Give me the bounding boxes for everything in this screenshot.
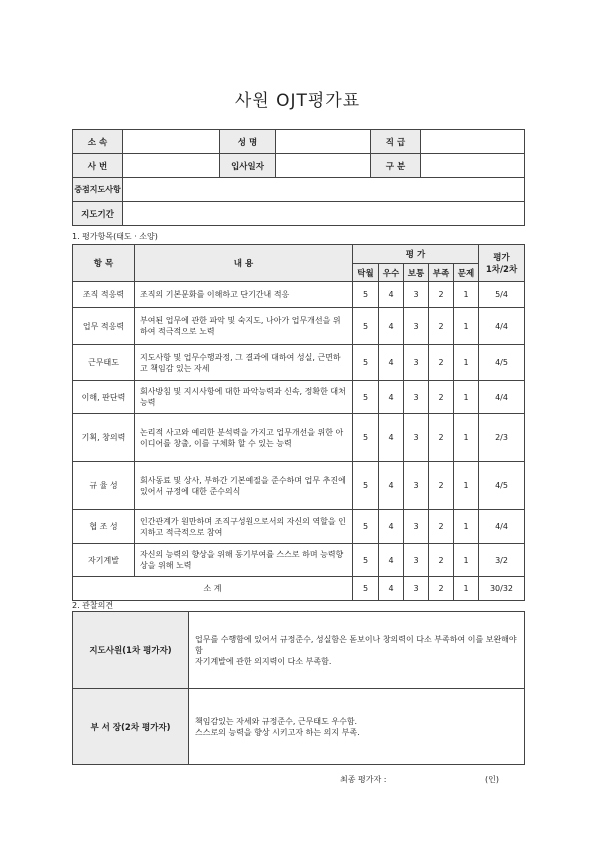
- hiredate-field[interactable]: [276, 154, 371, 178]
- name-field[interactable]: [276, 130, 371, 154]
- eval-content: 회사방침 및 지시사항에 대한 파악능력과 신속, 정확한 대처능력: [135, 381, 353, 414]
- eval-score: 4/5: [479, 345, 525, 381]
- point-3[interactable]: 3: [404, 544, 429, 577]
- section1-label: 1. 평가항목(태도 · 소양): [72, 232, 158, 241]
- point-2[interactable]: 2: [429, 414, 454, 462]
- empno-field[interactable]: [123, 154, 220, 178]
- eval-score-header: [479, 245, 525, 282]
- point-4[interactable]: 4: [379, 282, 404, 308]
- point-2[interactable]: 2: [429, 345, 454, 381]
- eval-content: 지도사항 및 업무수행과정, 그 결과에 대하여 성실, 근면하고 책임감 있는 자세: [135, 345, 353, 381]
- point-4[interactable]: 4: [379, 308, 404, 345]
- dept-label: 소 속: [73, 130, 123, 154]
- level-excellent: 탁월: [353, 264, 379, 282]
- eval-grade-header: 평 가: [353, 245, 479, 264]
- point-3[interactable]: 3: [404, 510, 429, 544]
- opinion-label-second: 부 서 장(2차 평가자): [73, 689, 189, 765]
- eval-item: 이해, 판단력: [73, 381, 135, 414]
- opinion-label-first: 지도사원(1차 평가자): [73, 612, 189, 689]
- point-4[interactable]: 4: [379, 345, 404, 381]
- point-3[interactable]: 3: [404, 462, 429, 510]
- focus-field[interactable]: [123, 178, 525, 202]
- eval-content: 부여된 업무에 관한 파악 및 숙지도, 나아가 업무개선을 위하여 적극적으로 노력: [135, 308, 353, 345]
- subtotal-score: 30/32: [479, 577, 525, 601]
- point-2[interactable]: 2: [429, 282, 454, 308]
- point-5[interactable]: 5: [353, 282, 379, 308]
- point-3[interactable]: 3: [404, 414, 429, 462]
- point-2[interactable]: 2: [429, 308, 454, 345]
- point-1[interactable]: 1: [454, 345, 479, 381]
- level-poor: 부족: [429, 264, 454, 282]
- focus-label: 중점지도사항: [73, 178, 123, 202]
- eval-score-header-main: 평가: [493, 253, 510, 263]
- point-1[interactable]: 1: [454, 544, 479, 577]
- name-label: 성 명: [220, 130, 276, 154]
- point-5[interactable]: 5: [353, 381, 379, 414]
- point-1[interactable]: 1: [454, 414, 479, 462]
- period-field[interactable]: [123, 202, 525, 226]
- page-title: 사원 OJT평가표: [234, 91, 361, 111]
- point-5[interactable]: 5: [353, 462, 379, 510]
- eval-row: [73, 345, 525, 381]
- point-4[interactable]: 4: [379, 510, 404, 544]
- subtotal-row: [73, 577, 525, 601]
- point-5[interactable]: 5: [353, 345, 379, 381]
- info-table: [72, 129, 525, 226]
- level-average: 보통: [404, 264, 429, 282]
- subtotal-point-1: 1: [454, 577, 479, 601]
- dept-field[interactable]: [123, 130, 220, 154]
- eval-row: [73, 544, 525, 577]
- point-1[interactable]: 1: [454, 381, 479, 414]
- point-2[interactable]: 2: [429, 381, 454, 414]
- eval-score: 5/4: [479, 282, 525, 308]
- eval-item: 규 율 성: [73, 462, 135, 510]
- point-3[interactable]: 3: [404, 381, 429, 414]
- eval-item: 기획, 창의력: [73, 414, 135, 462]
- point-2[interactable]: 2: [429, 462, 454, 510]
- eval-row: [73, 282, 525, 308]
- subtotal-point-5: 5: [353, 577, 379, 601]
- eval-score: 2/3: [479, 414, 525, 462]
- eval-row: [73, 414, 525, 462]
- point-4[interactable]: 4: [379, 381, 404, 414]
- eval-content: 인간관계가 원만하며 조직구성원으로서의 자신의 역할을 인지하고 적극적으로 참여: [135, 510, 353, 544]
- opinion-text-first[interactable]: 업무를 수행함에 있어서 규정준수, 성실함은 돋보이나 창의력이 다소 부족하여 이를 보완해야 함 자기계발에 관한 의지력이 다소 부족함.: [189, 612, 525, 689]
- point-4[interactable]: 4: [379, 544, 404, 577]
- point-3[interactable]: 3: [404, 345, 429, 381]
- opinion-text-second[interactable]: 책임감있는 자세와 규정준수, 근무태도 우수함. 스스로의 능력을 향상 시키고자 하는 의지 부족.: [189, 689, 525, 765]
- eval-row: [73, 510, 525, 544]
- seal-mark: (인): [485, 775, 499, 784]
- point-1[interactable]: 1: [454, 308, 479, 345]
- hiredate-label: 입사일자: [220, 154, 276, 178]
- subtotal-point-4: 4: [379, 577, 404, 601]
- eval-score: 4/4: [479, 308, 525, 345]
- category-label: 구 분: [371, 154, 421, 178]
- eval-table: [72, 244, 525, 601]
- section2-label: 2. 관찰의견: [72, 601, 114, 610]
- level-problem: 문제: [454, 264, 479, 282]
- eval-score-header-sub: 1차/2차: [485, 265, 518, 275]
- eval-item-header: 항 목: [73, 245, 135, 282]
- point-4[interactable]: 4: [379, 462, 404, 510]
- eval-content: 자신의 능력의 향상을 위해 동기부여를 스스로 하며 능력향상을 위해 노력: [135, 544, 353, 577]
- subtotal-point-3: 3: [404, 577, 429, 601]
- point-5[interactable]: 5: [353, 308, 379, 345]
- eval-item: 자기계발: [73, 544, 135, 577]
- category-field[interactable]: [421, 154, 525, 178]
- level-good: 우수: [379, 264, 404, 282]
- point-4[interactable]: 4: [379, 414, 404, 462]
- final-evaluator: [340, 774, 499, 785]
- eval-row: [73, 381, 525, 414]
- eval-content: 회사동료 및 상사, 부하간 기본예절을 준수하며 업무 추진에 있어서 규정에 대한 준수의식: [135, 462, 353, 510]
- eval-content: 논리적 사고와 예리한 분석력을 가지고 업무개선을 위한 아이디어를 창출, 이를 구체화 할 수 있는 능력: [135, 414, 353, 462]
- point-5[interactable]: 5: [353, 510, 379, 544]
- opinion-table: [72, 611, 525, 765]
- eval-item: 업무 적응력: [73, 308, 135, 345]
- point-1[interactable]: 1: [454, 282, 479, 308]
- rank-field[interactable]: [421, 130, 525, 154]
- point-3[interactable]: 3: [404, 282, 429, 308]
- point-5[interactable]: 5: [353, 544, 379, 577]
- empno-label: 사 번: [73, 154, 123, 178]
- final-evaluator-label: 최종 평가자 :: [340, 775, 387, 784]
- eval-item: 협 조 성: [73, 510, 135, 544]
- eval-content: 조직의 기본문화를 이해하고 단기간내 적응: [135, 282, 353, 308]
- eval-score: 3/2: [479, 544, 525, 577]
- point-1[interactable]: 1: [454, 510, 479, 544]
- eval-row: [73, 308, 525, 345]
- rank-label: 직 급: [371, 130, 421, 154]
- eval-score: 4/5: [479, 462, 525, 510]
- point-3[interactable]: 3: [404, 308, 429, 345]
- eval-score: 4/4: [479, 510, 525, 544]
- eval-content-header: 내 용: [135, 245, 353, 282]
- point-2[interactable]: 2: [429, 510, 454, 544]
- period-label: 지도기간: [73, 202, 123, 226]
- point-1[interactable]: 1: [454, 462, 479, 510]
- subtotal-label: 소 계: [73, 577, 353, 601]
- point-5[interactable]: 5: [353, 414, 379, 462]
- eval-item: 근무태도: [73, 345, 135, 381]
- point-2[interactable]: 2: [429, 544, 454, 577]
- eval-row: [73, 462, 525, 510]
- eval-score: 4/4: [479, 381, 525, 414]
- subtotal-point-2: 2: [429, 577, 454, 601]
- eval-item: 조직 적응력: [73, 282, 135, 308]
